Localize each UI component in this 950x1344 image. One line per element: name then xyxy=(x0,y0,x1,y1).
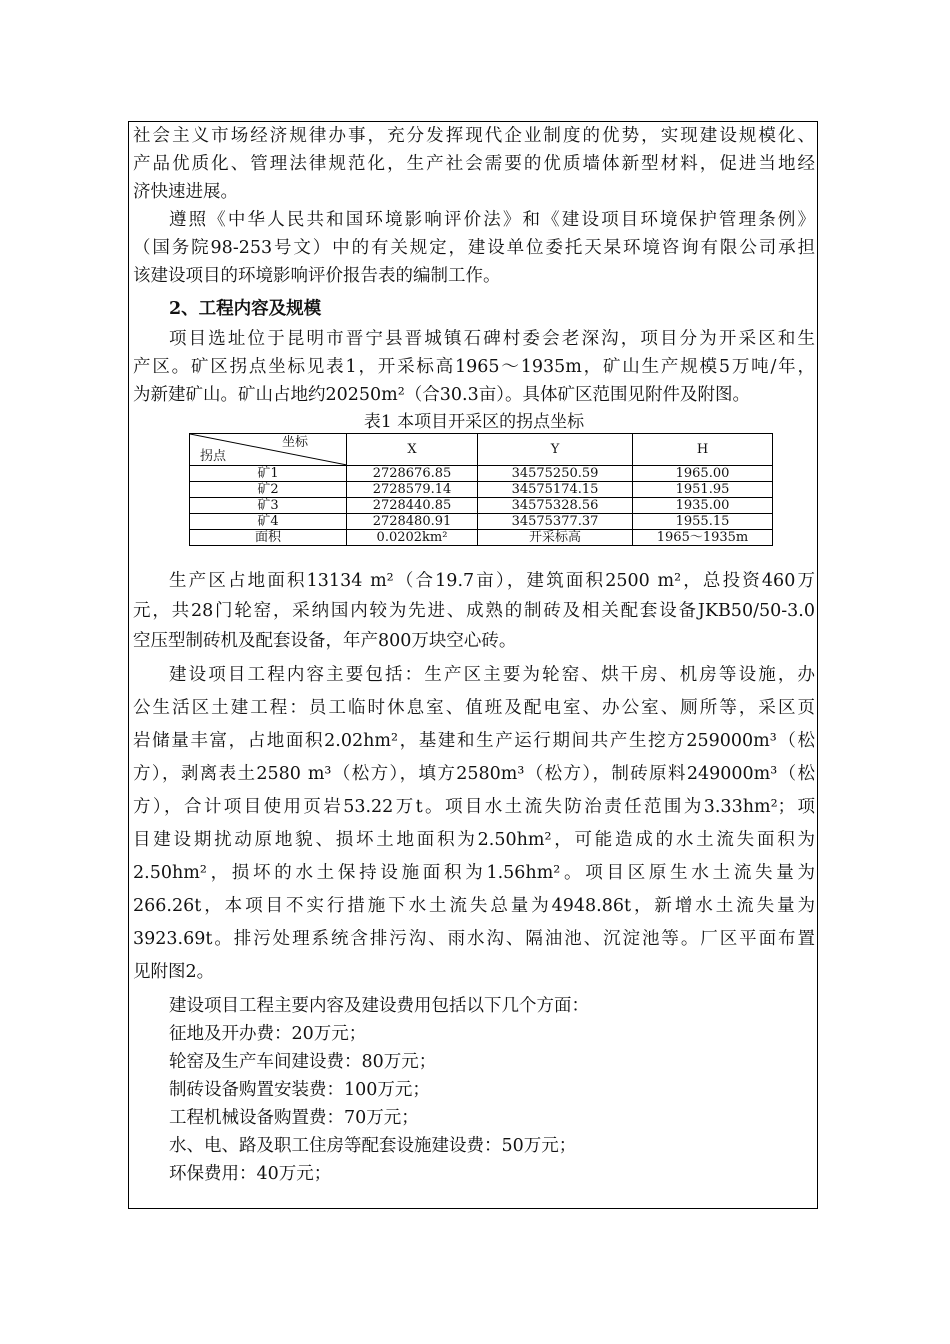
production-line-1: 生产区占地面积13134 m²（合19.7亩），建筑面积2500 m²，总投资460万 xyxy=(169,571,815,591)
x-value: 2728579.14 xyxy=(347,482,478,498)
elevation-label: 开采标高 xyxy=(478,530,633,546)
table-row xyxy=(190,466,773,482)
content-line-6: 目建设期扰动原地貌、损坏土地面积为2.50hm²，可能造成的水土流失面积为 xyxy=(133,830,815,850)
content-line-5: 方），合计项目使用页岩53.22万t。项目水土流失防治责任范围为3.33hm²；项 xyxy=(133,797,815,817)
table-header-row xyxy=(190,434,773,466)
content-line-8: 266.26t，本项目不实行措施下水土流失总量为4948.86t，新增水土流失量为 xyxy=(133,896,815,916)
y-value: 34575174.15 xyxy=(478,482,633,498)
elevation-value: 1965～1935m xyxy=(633,530,773,546)
column-header-y: Y xyxy=(478,434,633,466)
table-row xyxy=(190,514,773,530)
column-header-h: H xyxy=(633,434,773,466)
table-row xyxy=(190,482,773,498)
point-name: 矿2 xyxy=(190,482,347,498)
y-value: 34575377.37 xyxy=(478,514,633,530)
production-line-3: 空压型制砖机及配套设备，年产800万块空心砖。 xyxy=(133,631,517,651)
area-label: 面积 xyxy=(190,530,347,546)
x-value: 2728440.85 xyxy=(347,498,478,514)
coordinates-table xyxy=(189,433,773,546)
corner-label-point: 拐点 xyxy=(200,449,227,464)
x-value: 2728676.85 xyxy=(347,466,478,482)
intro-line-3: 济快速进展。 xyxy=(133,182,238,202)
cost-item: 水、电、路及职工住房等配套设施建设费：50万元； xyxy=(169,1136,577,1156)
legal-line-3: 该建设项目的环境影响评价报告表的编制工作。 xyxy=(133,266,501,286)
section2-line-3: 为新建矿山。矿山占地约20250m²（合30.3亩）。具体矿区范围见附件及附图。 xyxy=(133,385,750,405)
cost-item: 环保费用：40万元； xyxy=(169,1164,332,1184)
content-line-3: 岩储量丰富，占地面积2.02hm²，基建和生产运行期间共产生挖方259000m³（松 xyxy=(133,731,815,751)
content-line-7: 2.50hm²，损坏的水土保持设施面积为1.56hm²。项目区原生水土流失量为 xyxy=(133,863,815,883)
content-line-2: 公生活区土建工程：员工临时休息室、值班及配电室、办公室、厕所等，采区页 xyxy=(133,698,815,718)
table-caption: 表1 本项目开采区的拐点坐标 xyxy=(363,412,585,432)
h-value: 1935.00 xyxy=(633,498,773,514)
table-row xyxy=(190,498,773,514)
table-corner-cell xyxy=(190,434,347,466)
corner-label-coordinate: 坐标 xyxy=(281,435,308,450)
legal-line-1: 遵照《中华人民共和国环境影响评价法》和《建设项目环境保护管理条例》 xyxy=(169,210,815,230)
cost-item: 轮窑及生产车间建设费：80万元； xyxy=(169,1052,437,1072)
h-value: 1951.95 xyxy=(633,482,773,498)
point-name: 矿3 xyxy=(190,498,347,514)
section2-line-1: 项目选址位于昆明市晋宁县晋城镇石碑村委会老深沟，项目分为开采区和生 xyxy=(169,329,815,349)
document-frame xyxy=(128,121,818,1209)
costs-intro: 建设项目工程主要内容及建设费用包括以下几个方面： xyxy=(169,996,589,1016)
section-heading: 2、工程内容及规模 xyxy=(169,299,322,319)
production-line-2: 元，共28门轮窑，采纳国内较为先进、成熟的制砖及相关配套设备JKB50/50-3.0 xyxy=(133,601,815,621)
h-value: 1955.15 xyxy=(633,514,773,530)
intro-line-1: 社会主义市场经济规律办事，充分发挥现代企业制度的优势，实现建设规模化、 xyxy=(133,126,815,146)
cost-item: 制砖设备购置安装费：100万元； xyxy=(169,1080,430,1100)
content-line-9: 3923.69t。排污处理系统含排污沟、雨水沟、隔油池、沉淀池等。厂区平面布置 xyxy=(133,929,815,949)
content-line-10: 见附图2。 xyxy=(133,962,215,982)
y-value: 34575250.59 xyxy=(478,466,633,482)
section2-line-2: 产区。矿区拐点坐标见表1，开采标高1965～1935m，矿山生产规模5万吨/年， xyxy=(133,357,815,377)
point-name: 矿4 xyxy=(190,514,347,530)
area-value: 0.0202km² xyxy=(347,530,478,546)
table-summary-row xyxy=(190,530,773,546)
cost-item: 征地及开办费：20万元； xyxy=(169,1024,367,1044)
y-value: 34575328.56 xyxy=(478,498,633,514)
x-value: 2728480.91 xyxy=(347,514,478,530)
content-line-4: 方），剥离表土2580 m³（松方），填方2580m³（松方），制砖原料249000m³（松 xyxy=(133,764,815,784)
content-line-1: 建设项目工程内容主要包括：生产区主要为轮窑、烘干房、机房等设施，办 xyxy=(169,665,815,685)
legal-line-2: （国务院98-253号文）中的有关规定，建设单位委托天杲环境咨询有限公司承担 xyxy=(133,238,815,258)
cost-item: 工程机械设备购置费：70万元； xyxy=(169,1108,419,1128)
intro-line-2: 产品优质化、管理法律规范化，生产社会需要的优质墙体新型材料，促进当地经 xyxy=(133,154,815,174)
column-header-x: X xyxy=(347,434,478,466)
point-name: 矿1 xyxy=(190,466,347,482)
h-value: 1965.00 xyxy=(633,466,773,482)
